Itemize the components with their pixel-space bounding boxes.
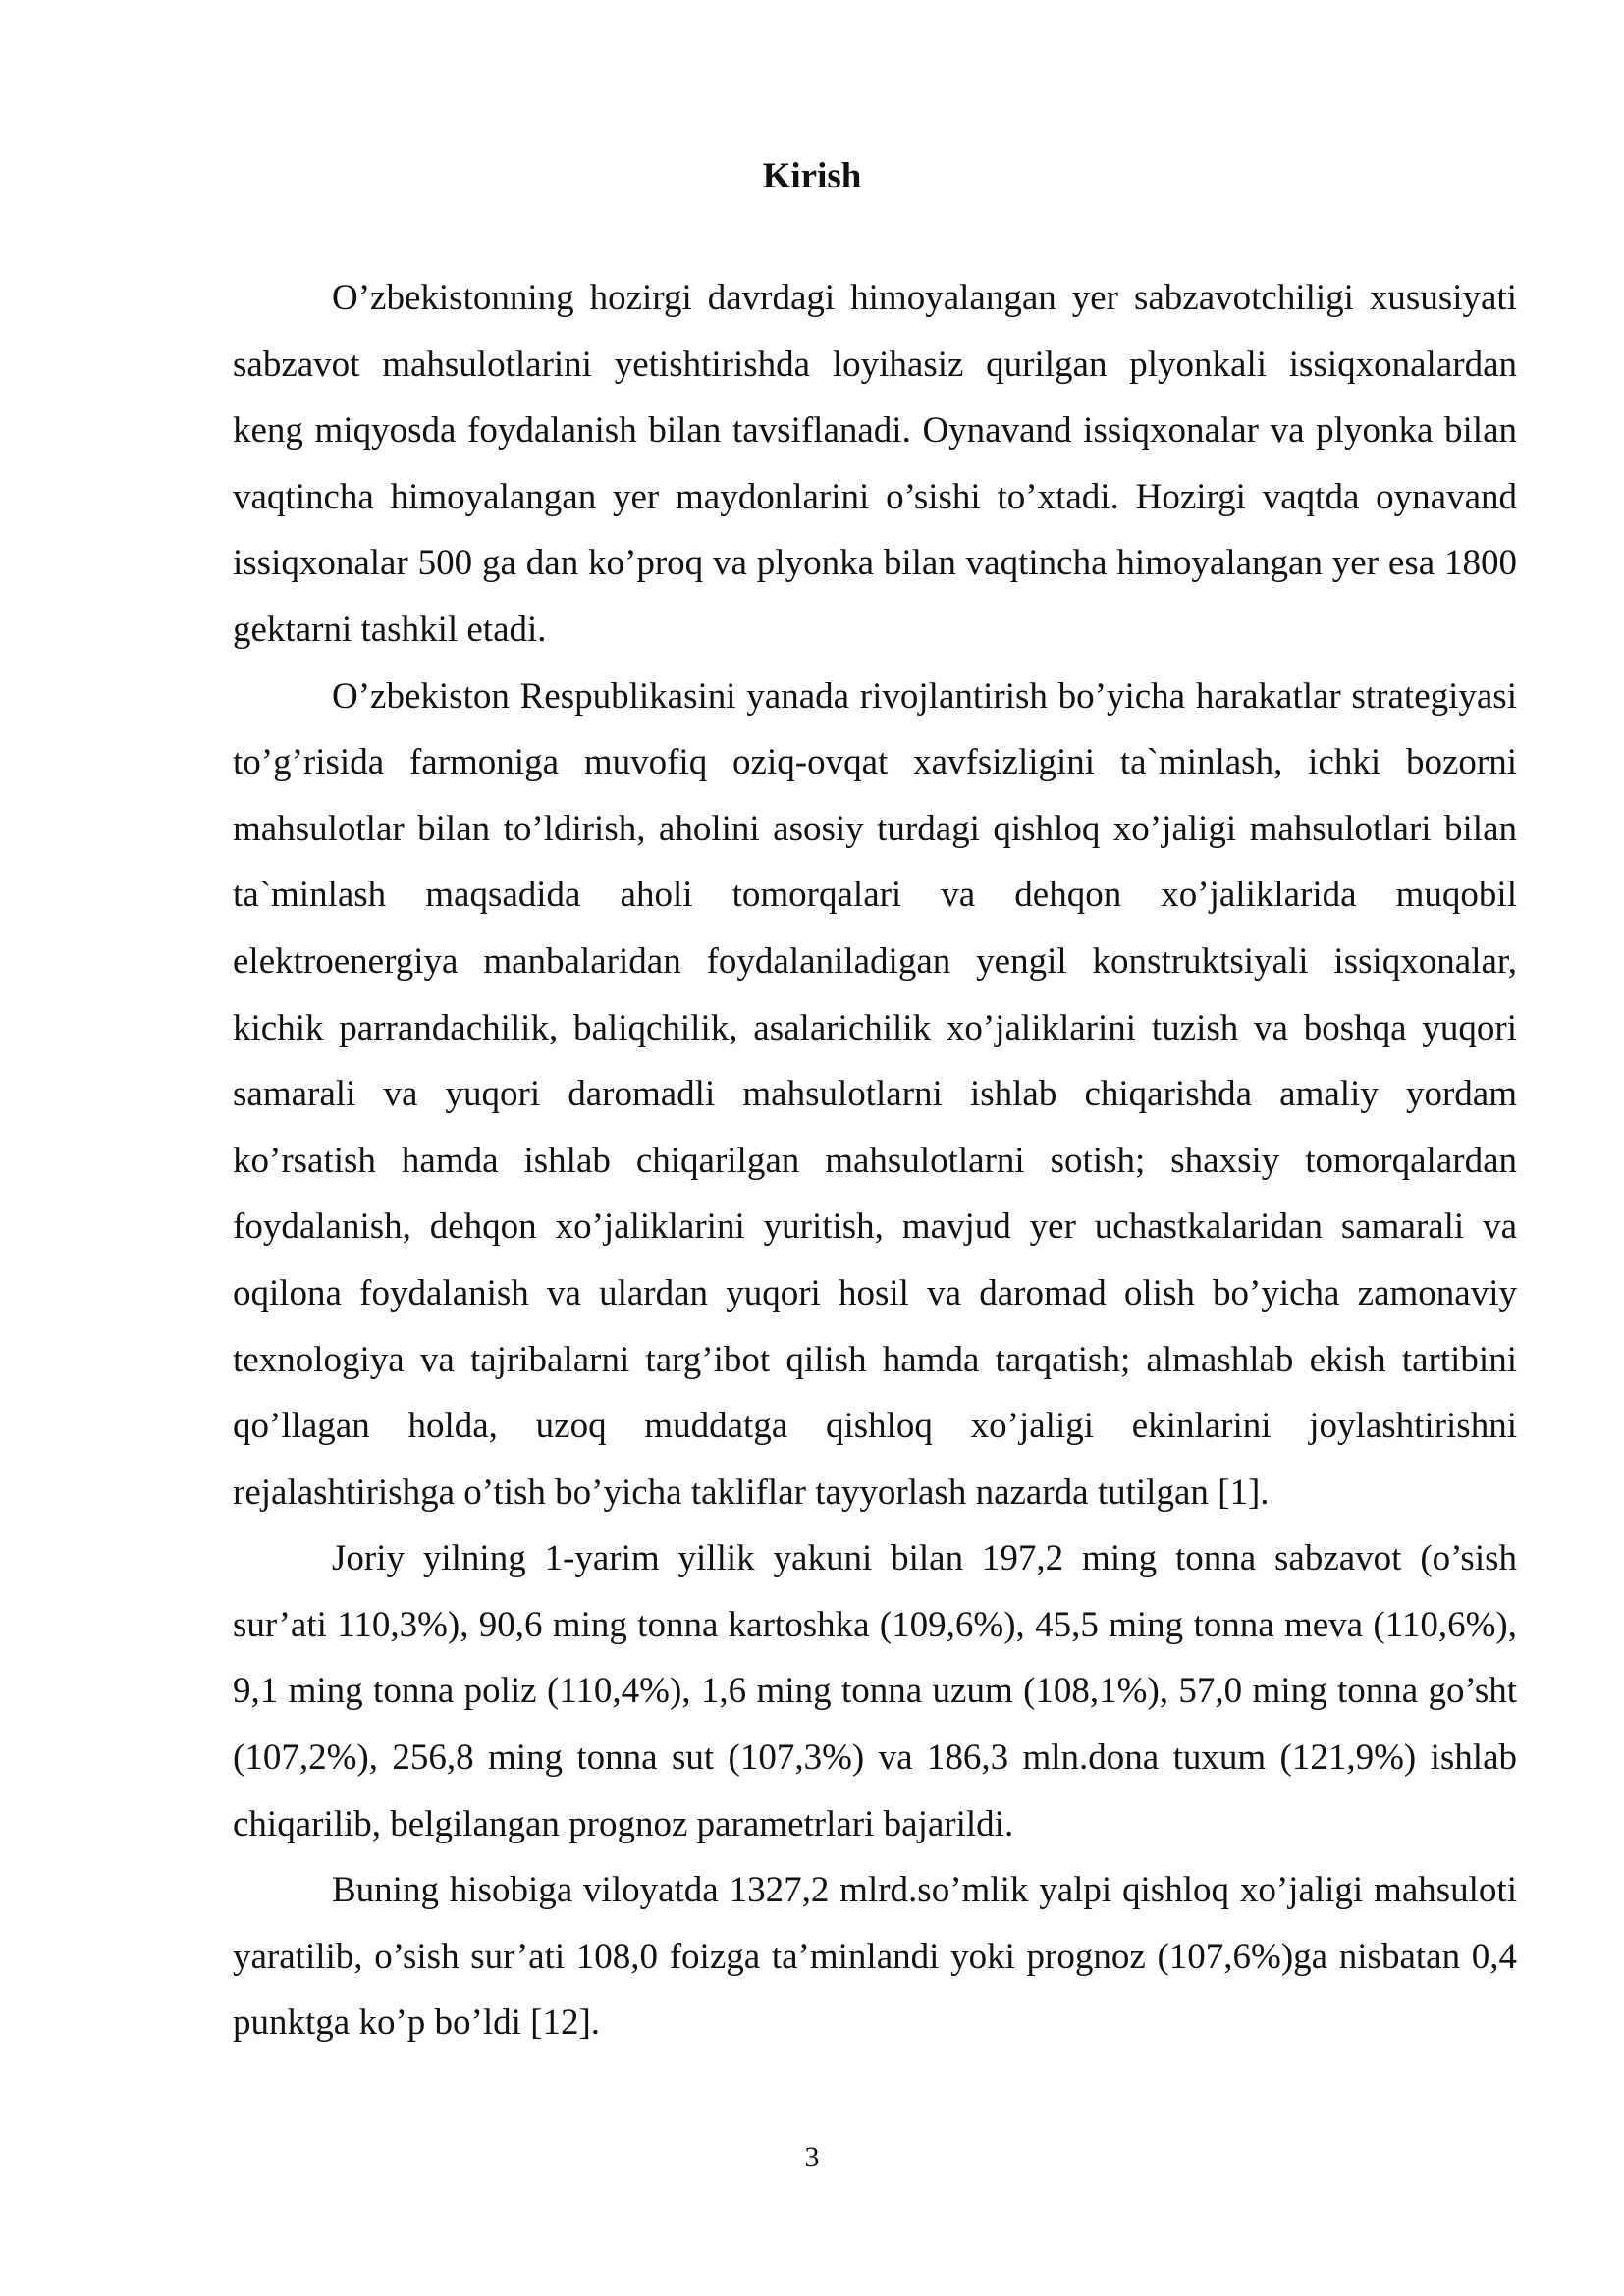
paragraph-1: O’zbekistonning hozirgi davrdagi himoyalangan yer sabzavotchiligi xususiyati sabzavot mahsulotlarini yetishtirishda loyihasiz qurilgan plyonkali issiqxonalardan keng miqyosda foydalanish bilan tavsiflanadi. Oynavand issiqxonalar va plyonka bilan vaqtincha himoyalangan yer maydonlarini o’sishi to’xtadi. Hozirgi vaqtda oynavand issiqxonalar 500 ga dan ko’proq va plyonka bilan vaqtincha himoyalangan yer esa 1800 gektarni tashkil etadi. bbox=[233, 278, 1517, 650]
body-text bbox=[233, 265, 1517, 2056]
paragraph-3: Joriy yilning 1-yarim yillik yakuni bilan 197,2 ming tonna sabzavot (o’sish sur’ati 110,3%), 90,6 ming tonna kartoshka (109,6%), 45,5 ming tonna meva (110,6%), 9,1 ming tonna poliz (110,4%), 1,6 ming tonna uzum (108,1%), 57,0 ming tonna go’sht (107,2%), 256,8 ming tonna sut (107,3%) va 186,3 mln.dona tuxum (121,9%) ishlab chiqarilib, belgilangan prognoz parametrlari bajarildi. bbox=[233, 1538, 1517, 1844]
paragraph-4: Buning hisobiga viloyatda 1327,2 mlrd.so’mlik yalpi qishloq xo’jaligi mahsuloti yaratilib, o’sish sur’ati 108,0 foizga ta’minlandi yoki prognoz (107,6%)ga nisbatan 0,4 punktga ko’p bo’ldi [12]. bbox=[233, 1870, 1517, 2044]
paragraph-2: O’zbekiston Respublikasini yanada rivojlantirish bo’yicha harakatlar strategiyasi to’g’risida farmoniga muvofiq oziq-ovqat xavfsizligini ta`minlash, ichki bozorni mahsulotlar bilan to’ldirish, aholini asosiy turdagi qishloq xo’jaligi mahsulotlari bilan ta`minlash maqsadida aholi tomorqalari va dehqon xo’jaliklarida muqobil elektroenergiya manbalaridan foydalaniladigan yengil konstruktsiyali issiqxonalar, kichik parrandachilik, baliqchilik, asalarichilik xo’jaliklarini tuzish va boshqa yuqori samarali va yuqori daromadli mahsulotlarni ishlab chiqarishda amaliy yordam ko’rsatish hamda ishlab chiqarilgan mahsulotlarni sotish; shaxsiy tomorqalardan foydalanish, dehqon xo’jaliklarini yuritish, mavjud yer uchastkalaridan samarali va oqilona foydalanish va ulardan yuqori hosil va daromad olish bo’yicha zamonaviy texnologiya va tajribalarni targ’ibot qilish hamda tarqatish; almashlab ekish tartibini qo’llagan holda, uzoq muddatga qishloq xo’jaligi ekinlarini joylashtirishni rejalashtirishga o’tish bo’yicha takliflar tayyorlash nazarda tutilgan [1]. bbox=[233, 675, 1517, 1513]
page-number: 3 bbox=[804, 2141, 820, 2173]
section-title: Kirish bbox=[762, 156, 862, 196]
